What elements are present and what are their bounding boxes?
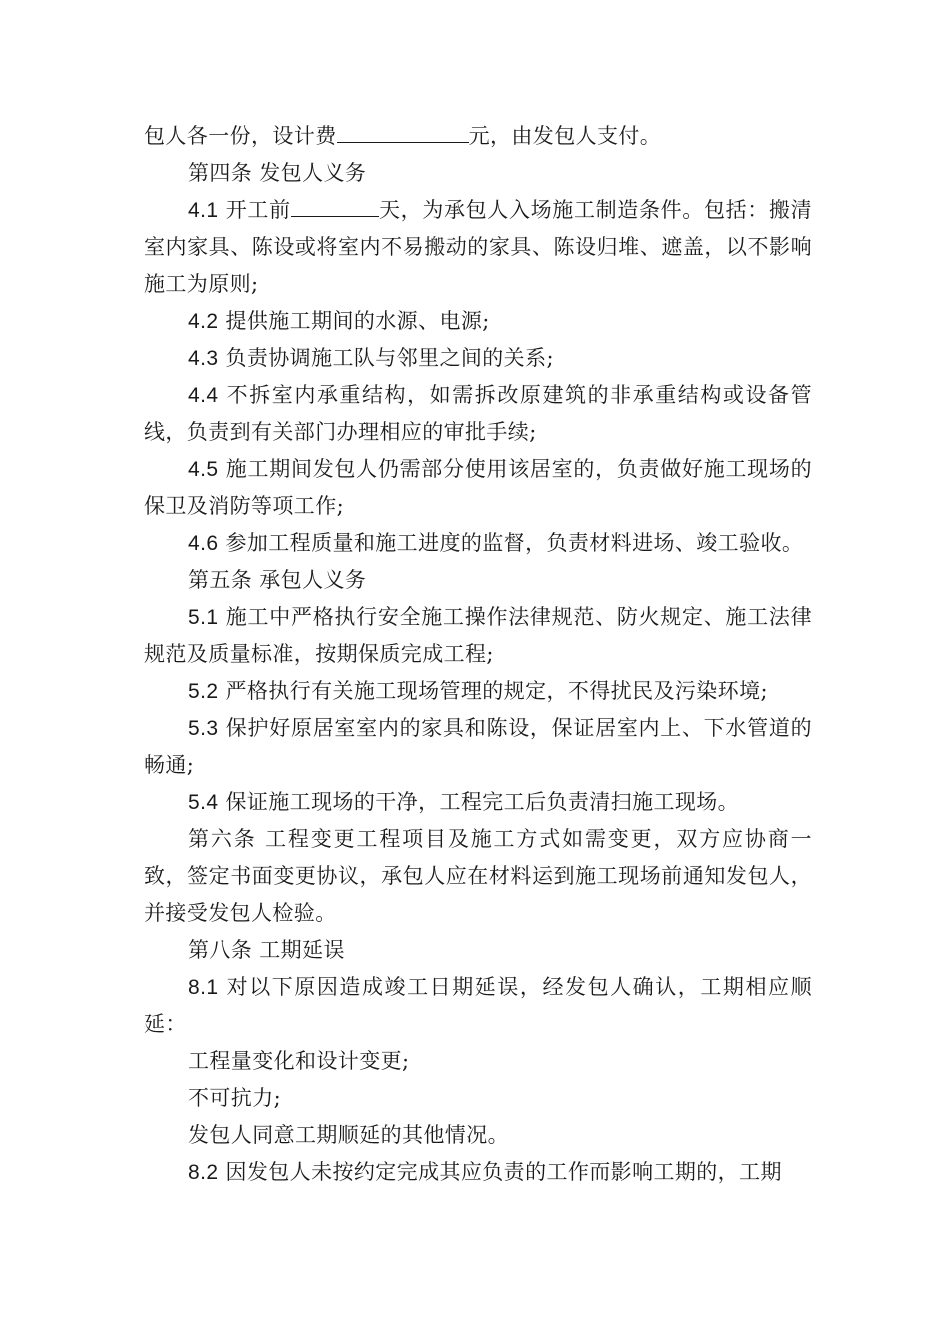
clause-4-2 bbox=[144, 303, 812, 340]
clause-5-3 bbox=[144, 710, 812, 784]
clause-4-4 bbox=[144, 377, 812, 451]
clause-5-1 bbox=[144, 599, 812, 673]
clause-4-6 bbox=[144, 525, 812, 562]
clause-number: 5.2 bbox=[188, 680, 219, 703]
clause-number: 4.5 bbox=[188, 458, 219, 481]
clause-4-5 bbox=[144, 451, 812, 525]
list-item-3: 发包人同意工期顺延的其他情况。 bbox=[188, 1123, 509, 1147]
clause-4-1 bbox=[144, 192, 812, 303]
article-4-title: 第四条 发包人义务 bbox=[188, 161, 367, 185]
clause-number: 8.2 bbox=[188, 1161, 219, 1184]
clause-number: 5.1 bbox=[188, 606, 219, 629]
blank-days[interactable] bbox=[291, 194, 379, 217]
article-6: 第六条 工程变更工程项目及施工方式如需变更，双方应协商一致，签定书面变更协议，承包人应在材料运到施工现场前通知发包人，并接受发包人检验。 bbox=[144, 827, 812, 925]
paragraph-design-fee bbox=[144, 118, 812, 155]
text: 提供施工期间的水源、电源; bbox=[218, 309, 490, 333]
clause-number: 4.2 bbox=[188, 310, 219, 333]
clause-5-2 bbox=[144, 673, 812, 710]
clause-number: 5.4 bbox=[188, 791, 219, 814]
text: 天，为承包人入场施工制造条件。包括：搬清室内家具、陈设或将室内不易搬动的家具、陈设归堆、遮盖，以不影响施工为原则; bbox=[144, 198, 812, 296]
clause-number: 8.1 bbox=[188, 976, 219, 999]
clause-number: 4.3 bbox=[188, 347, 219, 370]
clause-number: 5.3 bbox=[188, 717, 219, 740]
text: 严格执行有关施工现场管理的规定，不得扰民及污染环境; bbox=[218, 679, 768, 703]
text: 元，由发包人支付。 bbox=[468, 124, 662, 148]
article-5-title: 第五条 承包人义务 bbox=[188, 568, 367, 592]
text: 保证施工现场的干净，工程完工后负责清扫施工现场。 bbox=[218, 790, 740, 814]
text: 施工期间发包人仍需部分使用该居室的，负责做好施工现场的保卫及消防等项工作; bbox=[144, 457, 812, 518]
clause-number: 4.1 bbox=[188, 199, 219, 222]
blank-design-fee[interactable] bbox=[337, 120, 469, 143]
text: 包人各一份，设计费 bbox=[144, 124, 337, 148]
text: 施工中严格执行安全施工操作法律规范、防火规定、施工法律规范及质量标准，按期保质完成工程; bbox=[144, 605, 812, 666]
clause-8-1 bbox=[144, 969, 812, 1043]
text: 不拆室内承重结构，如需拆改原建筑的非承重结构或设备管线，负责到有关部门办理相应的审批手续; bbox=[144, 383, 812, 444]
text: 因发包人未按约定完成其应负责的工作而影响工期的，工期 bbox=[218, 1160, 782, 1184]
clause-number: 4.6 bbox=[188, 532, 219, 555]
clause-4-3 bbox=[144, 340, 812, 377]
text: 保护好原居室室内的家具和陈设，保证居室内上、下水管道的畅通; bbox=[144, 716, 812, 777]
document-body bbox=[144, 118, 812, 1191]
clause-number: 4.4 bbox=[188, 384, 219, 407]
text: 负责协调施工队与邻里之间的关系; bbox=[218, 346, 554, 370]
article-8-title: 第八条 工期延误 bbox=[188, 938, 345, 962]
text: 对以下原因造成竣工日期延误，经发包人确认，工期相应顺延： bbox=[144, 975, 812, 1036]
text: 参加工程质量和施工进度的监督，负责材料进场、竣工验收。 bbox=[218, 531, 804, 555]
clause-8-2 bbox=[144, 1154, 812, 1191]
list-item-2: 不可抗力; bbox=[188, 1086, 282, 1110]
list-item-1: 工程量变化和设计变更; bbox=[188, 1049, 410, 1073]
clause-5-4 bbox=[144, 784, 812, 821]
text: 开工前 bbox=[218, 198, 291, 222]
